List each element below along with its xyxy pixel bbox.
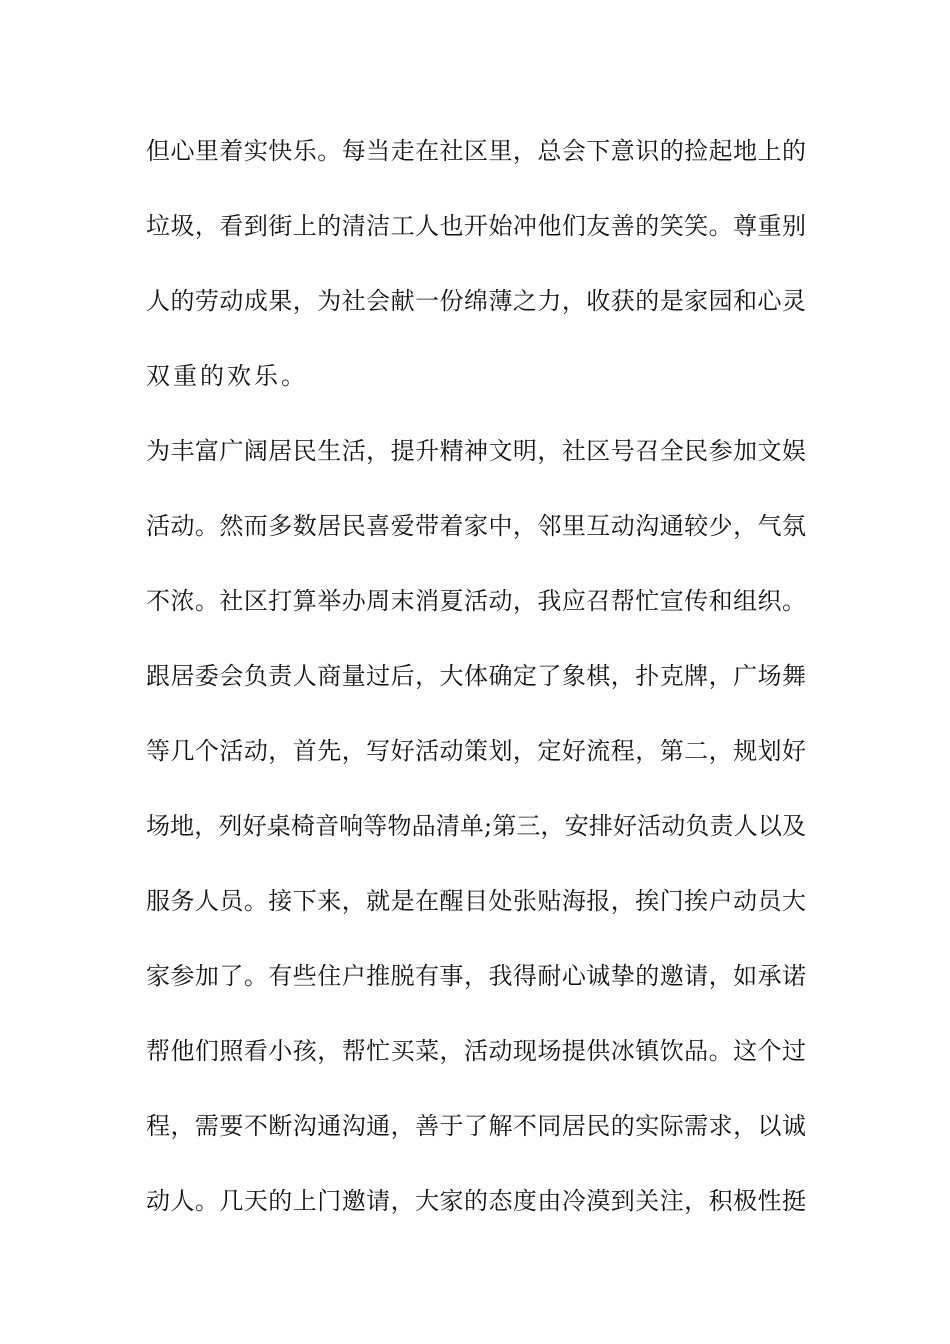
text-line: 场地，列好桌椅音响等物品清单;第三，安排好活动负责人以及 <box>146 812 806 840</box>
text-line: 人的劳动成果，为社会献一份绵薄之力，收获的是家园和心灵 <box>146 287 806 315</box>
text-line: 活动。然而多数居民喜爱带着家中，邻里互动沟通较少，气氛 <box>146 512 806 540</box>
text-line: 跟居委会负责人商量过后，大体确定了象棋，扑克牌，广场舞 <box>146 662 806 690</box>
text-line: 为丰富广阔居民生活，提升精神文明，社区号召全民参加文娱 <box>146 437 806 465</box>
text-line: 程，需要不断沟通沟通，善于了解不同居民的实际需求，以诚 <box>146 1112 806 1140</box>
text-line: 但心里着实快乐。每当走在社区里，总会下意识的捡起地上的 <box>146 137 806 165</box>
text-line: 等几个活动，首先，写好活动策划，定好流程，第二，规划好 <box>146 737 806 765</box>
text-line: 动人。几天的上门邀请，大家的态度由冷漠到关注，积极性挺 <box>146 1187 806 1215</box>
text-line: 双重的欢乐。 <box>146 362 308 390</box>
text-line: 服务人员。接下来，就是在醒目处张贴海报，挨门挨户动员大 <box>146 887 806 915</box>
text-line: 家参加了。有些住户推脱有事，我得耐心诚挚的邀请，如承诺 <box>146 962 806 990</box>
text-line: 不浓。社区打算举办周末消夏活动，我应召帮忙宣传和组织。 <box>146 587 806 615</box>
text-line: 帮他们照看小孩，帮忙买菜，活动现场提供冰镇饮品。这个过 <box>146 1037 806 1065</box>
text-line: 垃圾，看到街上的清洁工人也开始冲他们友善的笑笑。尊重别 <box>146 212 806 240</box>
